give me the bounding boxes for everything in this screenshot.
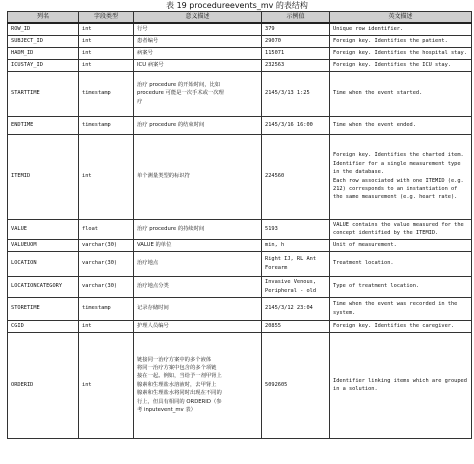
cell-column-name: VALUEUOM — [8, 239, 79, 251]
cell-example — [262, 71, 330, 116]
cell-english-line: VALUE contains the value measured for the — [333, 221, 464, 228]
cell-description-line: 治疗地点分类 — [137, 283, 169, 290]
cell-english — [330, 47, 472, 59]
cell-english-line: Each row associated with one ITEMID (e.g. — [333, 177, 464, 184]
cell-english — [330, 332, 472, 438]
table-row — [8, 297, 472, 320]
table-row — [8, 276, 472, 297]
cell-column-name: STARTTIME — [8, 71, 79, 116]
column-header-description: 意义描述 — [134, 12, 262, 24]
cell-description-line: 患者编号 — [137, 37, 159, 44]
cell-description — [134, 219, 262, 239]
cell-field-type: int — [79, 332, 134, 438]
cell-english — [330, 219, 472, 239]
table-header-row — [8, 12, 472, 24]
cell-field-type: int — [79, 134, 134, 219]
cell-example — [262, 219, 330, 239]
cell-field-type: int — [79, 59, 134, 71]
cell-example — [262, 47, 330, 59]
column-header-english: 英文描述 — [330, 12, 472, 24]
cell-description-line: 单个测量类型的标识符 — [137, 173, 190, 180]
cell-column-name: STORETIME — [8, 297, 79, 320]
table-row — [8, 116, 472, 134]
table-row — [8, 35, 472, 47]
cell-description-line: 腺素和生理盐水将同时出现在不同的 — [137, 390, 222, 397]
cell-english-line: system. — [333, 309, 356, 316]
cell-english-line: Treatment location. — [333, 260, 394, 267]
cell-column-name: LOCATION — [8, 251, 79, 276]
cell-example-line: Invasive Venous, — [265, 279, 317, 286]
cell-description-line: 行号 — [137, 26, 148, 33]
cell-english-line: the same measurement (e.g. heart rate). — [333, 194, 458, 201]
cell-description-line: 治疗 procedure 的结束时间 — [137, 121, 205, 128]
cell-description — [134, 71, 262, 116]
column-header-type: 字段类型 — [79, 12, 134, 24]
cell-english-line: Identifier for a single measurement type — [333, 160, 461, 167]
cell-example-line: 224560 — [265, 173, 285, 180]
cell-english-line: Identifier linking items which are grouped — [333, 377, 467, 384]
cell-column-name: ITEMID — [8, 134, 79, 219]
table-row — [8, 134, 472, 219]
cell-english — [330, 35, 472, 47]
column-header-name: 列名 — [8, 12, 79, 24]
cell-field-type: varchar(30) — [79, 251, 134, 276]
cell-field-type: varchar(30) — [79, 239, 134, 251]
cell-description — [134, 276, 262, 297]
cell-english — [330, 276, 472, 297]
cell-example-line: 2145/3/12 23:04 — [265, 305, 313, 312]
table-body — [8, 23, 472, 438]
cell-description-line: 考 inputevent_mv 表） — [137, 407, 196, 414]
cell-example — [262, 35, 330, 47]
cell-english-line: Foreign key. Identifies the patient. — [333, 37, 448, 44]
cell-example — [262, 276, 330, 297]
cell-description — [134, 332, 262, 438]
cell-example-line: Peripheral - old — [265, 287, 317, 294]
cell-example — [262, 251, 330, 276]
cell-example — [262, 116, 330, 134]
cell-description — [134, 239, 262, 251]
cell-description-line: 链接同一治疗方案中的多个液体 — [137, 356, 212, 363]
table-row — [8, 47, 472, 59]
cell-example-line: Forearm — [265, 264, 288, 271]
cell-description — [134, 297, 262, 320]
cell-description — [134, 23, 262, 35]
cell-field-type: int — [79, 47, 134, 59]
cell-english — [330, 239, 472, 251]
cell-description-line: 病案号 — [137, 49, 153, 56]
cell-example-line: 379 — [265, 26, 275, 33]
cell-english-line: Unit of measurement. — [333, 241, 397, 248]
cell-description — [134, 134, 262, 219]
cell-description — [134, 59, 262, 71]
cell-column-name: HADM_ID — [8, 47, 79, 59]
cell-description-line: 接在一起。例如，当给予一剂甲肾上 — [137, 373, 222, 380]
cell-english-line: 212) corresponds to an instantiation of — [333, 185, 458, 192]
cell-example-line: min, h — [265, 241, 285, 248]
cell-english — [330, 71, 472, 116]
cell-english-line: Time when the event was recorded in the — [333, 301, 458, 308]
cell-example-line: Right IJ, RL Ant — [265, 256, 317, 263]
table-caption: 表 19 procedureevents_mv 的表结构 — [166, 1, 308, 10]
cell-english — [330, 23, 472, 35]
cell-description-line: 将同一治疗方案中包含的多个项链 — [137, 364, 217, 371]
cell-field-type: int — [79, 23, 134, 35]
cell-english-line: Time when the event ended. — [333, 121, 416, 128]
cell-english — [330, 134, 472, 219]
cell-description-line: 疗 — [137, 98, 143, 105]
table-row — [8, 219, 472, 239]
cell-example-line: 20855 — [265, 322, 281, 329]
cell-description-line: 治疗 procedure 的开始时间，比如 — [137, 81, 221, 88]
cell-english — [330, 297, 472, 320]
cell-example-line: 29070 — [265, 37, 281, 44]
cell-description-line: 腺素和生理盐水溶液时，去甲肾上 — [137, 381, 217, 388]
cell-english-line: Time when the event started. — [333, 90, 423, 97]
cell-english-line: in the database. — [333, 169, 385, 176]
cell-description-line: ICU 病案号 — [137, 61, 164, 68]
cell-english — [330, 116, 472, 134]
cell-description — [134, 116, 262, 134]
cell-description — [134, 47, 262, 59]
cell-english-line: Foreign key. Identifies the ICU stay. — [333, 61, 451, 68]
cell-description-line: 治疗地点 — [137, 260, 159, 267]
cell-description-line: VALUE 的单位 — [137, 241, 172, 248]
cell-description-line: 记录存储时间 — [137, 305, 169, 312]
cell-example — [262, 23, 330, 35]
cell-english-line: Foreign key. Identifies the hospital stay. — [333, 49, 467, 56]
cell-example — [262, 297, 330, 320]
cell-field-type: int — [79, 320, 134, 332]
cell-column-name: SUBJECT_ID — [8, 35, 79, 47]
table-row — [8, 239, 472, 251]
cell-example-line: 2145/3/16 16:00 — [265, 121, 313, 128]
cell-example — [262, 320, 330, 332]
cell-english-line: Unique row identifier. — [333, 26, 404, 33]
cell-english-line: Foreign key. Identifies the charted item. — [333, 152, 464, 159]
cell-field-type: timestamp — [79, 71, 134, 116]
cell-column-name: ENDTIME — [8, 116, 79, 134]
cell-description-line: 行上，但具有相同的 ORDERID（参 — [137, 398, 222, 405]
cell-field-type: timestamp — [79, 116, 134, 134]
cell-description-line: procedure 可能是一次手术或一次理 — [137, 90, 224, 97]
cell-english — [330, 251, 472, 276]
cell-field-type: int — [79, 35, 134, 47]
cell-example-line: 5193 — [265, 225, 278, 232]
cell-english-line: concept identified by the ITEMID. — [333, 230, 439, 236]
table-row — [8, 251, 472, 276]
cell-field-type: varchar(30) — [79, 276, 134, 297]
cell-column-name: CGID — [8, 320, 79, 332]
cell-description — [134, 35, 262, 47]
cell-english — [330, 59, 472, 71]
cell-description-line: 护理人员编号 — [137, 322, 169, 329]
cell-example — [262, 239, 330, 251]
cell-example-line: 5092605 — [265, 381, 288, 388]
cell-column-name: ORDERID — [8, 332, 79, 438]
cell-description-line: 治疗 procedure 的持续时间 — [137, 225, 205, 232]
table-row — [8, 71, 472, 116]
table-row — [8, 320, 472, 332]
cell-example-line: 2145/3/13 1:25 — [265, 90, 310, 97]
cell-english-line: Type of treatment location. — [333, 283, 420, 290]
cell-column-name: ROW_ID — [8, 23, 79, 35]
cell-english — [330, 320, 472, 332]
cell-example — [262, 59, 330, 71]
table-row — [8, 23, 472, 35]
table-row — [8, 59, 472, 71]
cell-column-name: VALUE — [8, 219, 79, 239]
cell-column-name: ICUSTAY_ID — [8, 59, 79, 71]
cell-english-line: in a solution. — [333, 386, 378, 392]
cell-description — [134, 251, 262, 276]
cell-field-type: timestamp — [79, 297, 134, 320]
cell-example-line: 115071 — [265, 49, 285, 56]
table-row — [8, 332, 472, 438]
cell-field-type: float — [79, 219, 134, 239]
cell-column-name: LOCATIONCATEGORY — [8, 276, 79, 297]
cell-example-line: 232563 — [265, 61, 285, 68]
column-header-example: 示例值 — [262, 12, 330, 24]
cell-english-line: Foreign key. Identifies the caregiver. — [333, 322, 455, 329]
cell-example — [262, 332, 330, 438]
procedureevents-table — [7, 11, 472, 439]
cell-description — [134, 320, 262, 332]
cell-example — [262, 134, 330, 219]
